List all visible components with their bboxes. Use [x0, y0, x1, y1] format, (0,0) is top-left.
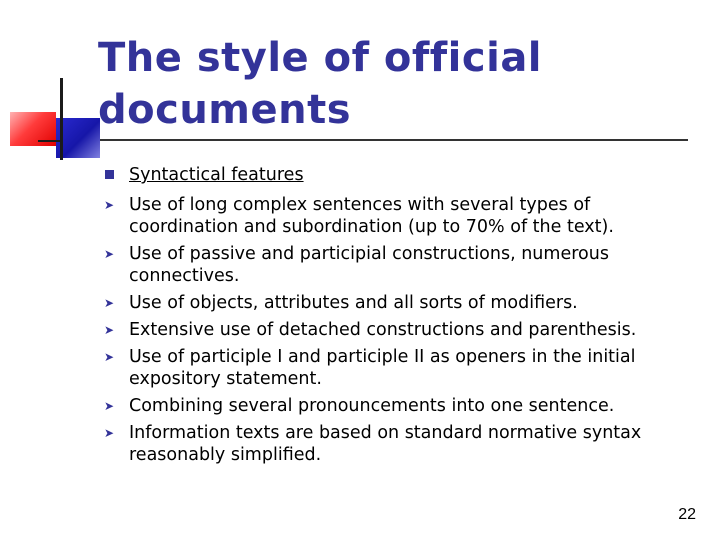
bullet-text: Information texts are based on standard normative syntax reasonably simplified.	[129, 423, 642, 465]
bullet-item-combining-pronouncements	[100, 395, 700, 417]
bullet-text: Syntactical features	[129, 165, 304, 185]
bullet-list	[100, 164, 700, 471]
bullet-item-detached-constructions	[100, 319, 700, 341]
bullet-text: Use of objects, attributes and all sorts of modifiers.	[129, 293, 578, 313]
square-bullet-icon	[105, 170, 114, 179]
slide-page-number: 22	[678, 506, 696, 523]
slide-title: The style of official documents	[98, 35, 543, 133]
bullet-text: Use of participle I and participle II as openers in the initial expository statement.	[129, 347, 636, 389]
bullet-item-passive-constructions	[100, 243, 700, 287]
slide-logo-decoration	[0, 0, 110, 170]
bullet-item-syntactical-features	[100, 164, 700, 186]
logo-vertical-line	[60, 78, 63, 160]
title-divider	[100, 139, 688, 141]
arrow-bullet-icon: ➤	[104, 399, 115, 413]
bullet-text: Extensive use of detached constructions and parenthesis.	[129, 320, 637, 340]
bullet-text: Use of passive and participial constructions, numerous connectives.	[129, 244, 609, 286]
bullet-item-information-texts	[100, 422, 700, 466]
bullet-item-modifiers	[100, 292, 700, 314]
bullet-item-participle-openers	[100, 346, 700, 390]
logo-horizontal-line	[38, 140, 60, 142]
arrow-bullet-icon: ➤	[104, 350, 115, 364]
bullet-text: Combining several pronouncements into one sentence.	[129, 396, 615, 416]
bullet-item-complex-sentences	[100, 194, 700, 238]
arrow-bullet-icon: ➤	[104, 198, 115, 212]
bullet-text: Use of long complex sentences with several types of coordination and subordination (up to 70% of the text).	[129, 195, 614, 237]
arrow-bullet-icon: ➤	[104, 247, 115, 261]
arrow-bullet-icon: ➤	[104, 426, 115, 440]
arrow-bullet-icon: ➤	[104, 323, 115, 337]
arrow-bullet-icon: ➤	[104, 296, 115, 310]
